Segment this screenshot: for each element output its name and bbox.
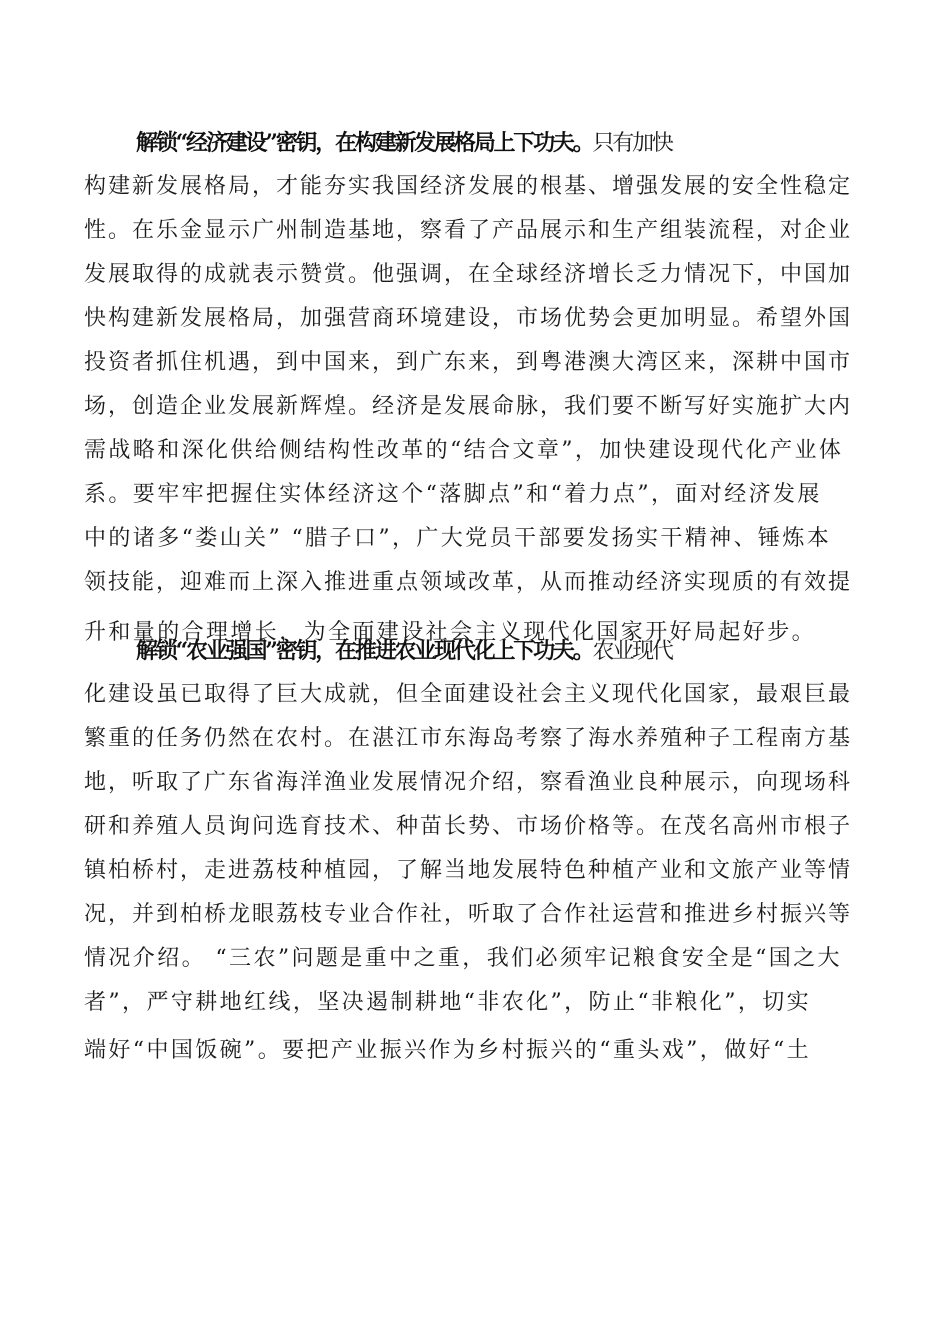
- paragraph-line: 研和养殖人员询问选育技术、种苗长势、市场价格等。在茂名高州市根子: [84, 814, 853, 839]
- paragraph-line: 投资者抓住机遇，到中国来，到广东来，到粤港澳大湾区来，深耕中国市: [84, 350, 853, 375]
- paragraph-line: 场，创造企业发展新辉煌。经济是发展命脉，我们要不断写好实施扩大内: [84, 394, 853, 419]
- paragraph-line: 系。要牢牢把握住实体经济这个“落脚点”和“着力点”，面对经济发展: [84, 482, 822, 507]
- paragraph-line: 繁重的任务仍然在农村。在湛江市东海岛考察了海水养殖种子工程南方基: [84, 726, 853, 751]
- paragraph-line: 地，听取了广东省海洋渔业发展情况介绍，察看渔业良种展示，向现场科: [84, 770, 853, 795]
- paragraph-line: 发展取得的成就表示赞赏。他强调，在全球经济增长乏力情况下，中国加: [84, 262, 853, 287]
- paragraph-line: 需战略和深化供给侧结构性改革的“结合文章”，加快建设现代化产业体: [84, 438, 844, 463]
- paragraph-line: 情况介绍。 “三农”问题是重中之重，我们必须牢记粮食安全是“国之大: [84, 946, 842, 971]
- paragraph-line: 化建设虽已取得了巨大成就，但全面建设社会主义现代化国家，最艰巨最: [84, 682, 853, 707]
- paragraph-line: 性。在乐金显示广州制造基地，察看了产品展示和生产组装流程，对企业: [84, 218, 853, 243]
- paragraph-text: 只有加快: [592, 131, 672, 156]
- paragraph-line: 端好“中国饭碗”。要把产业振兴作为乡村振兴的“重头戏”，做好“土: [84, 1038, 812, 1063]
- paragraph-first-line: [84, 636, 906, 666]
- paragraph-line: 者”，严守耕地红线，坚决遏制耕地“非农化”，防止“非粮化”，切实: [84, 990, 812, 1015]
- paragraph-text: 农业现代: [592, 639, 672, 664]
- paragraph-heading: 解锁“经济建设”密钥，在构建新发展格局上下功夫。: [136, 130, 593, 156]
- paragraph-line: 镇柏桥村，走进荔枝种植园，了解当地发展特色种植产业和文旅产业等情: [84, 858, 853, 883]
- paragraph-first-line: [84, 128, 906, 158]
- paragraph-line: 中的诸多“娄山关” “腊子口”，广大党员干部要发扬实干精神、锤炼本: [84, 526, 832, 551]
- paragraph-line: 况，并到柏桥龙眼荔枝专业合作社，听取了合作社运营和推进乡村振兴等: [84, 902, 853, 927]
- paragraph-line: 升和量的合理增长，为全面建设社会主义现代化国家开好局起好步。: [84, 620, 817, 645]
- paragraph-line: 构建新发展格局，才能夯实我国经济发展的根基、增强发展的安全性稳定: [84, 174, 853, 199]
- paragraph-heading: 解锁“农业强国”密钥，在推进农业现代化上下功夫。: [136, 638, 593, 664]
- paragraph-line: 快构建新发展格局，加强营商环境建设，市场优势会更加明显。希望外国: [84, 306, 853, 331]
- paragraph-line: 领技能，迎难而上深入推进重点领域改革，从而推动经济实现质的有效提: [84, 570, 853, 595]
